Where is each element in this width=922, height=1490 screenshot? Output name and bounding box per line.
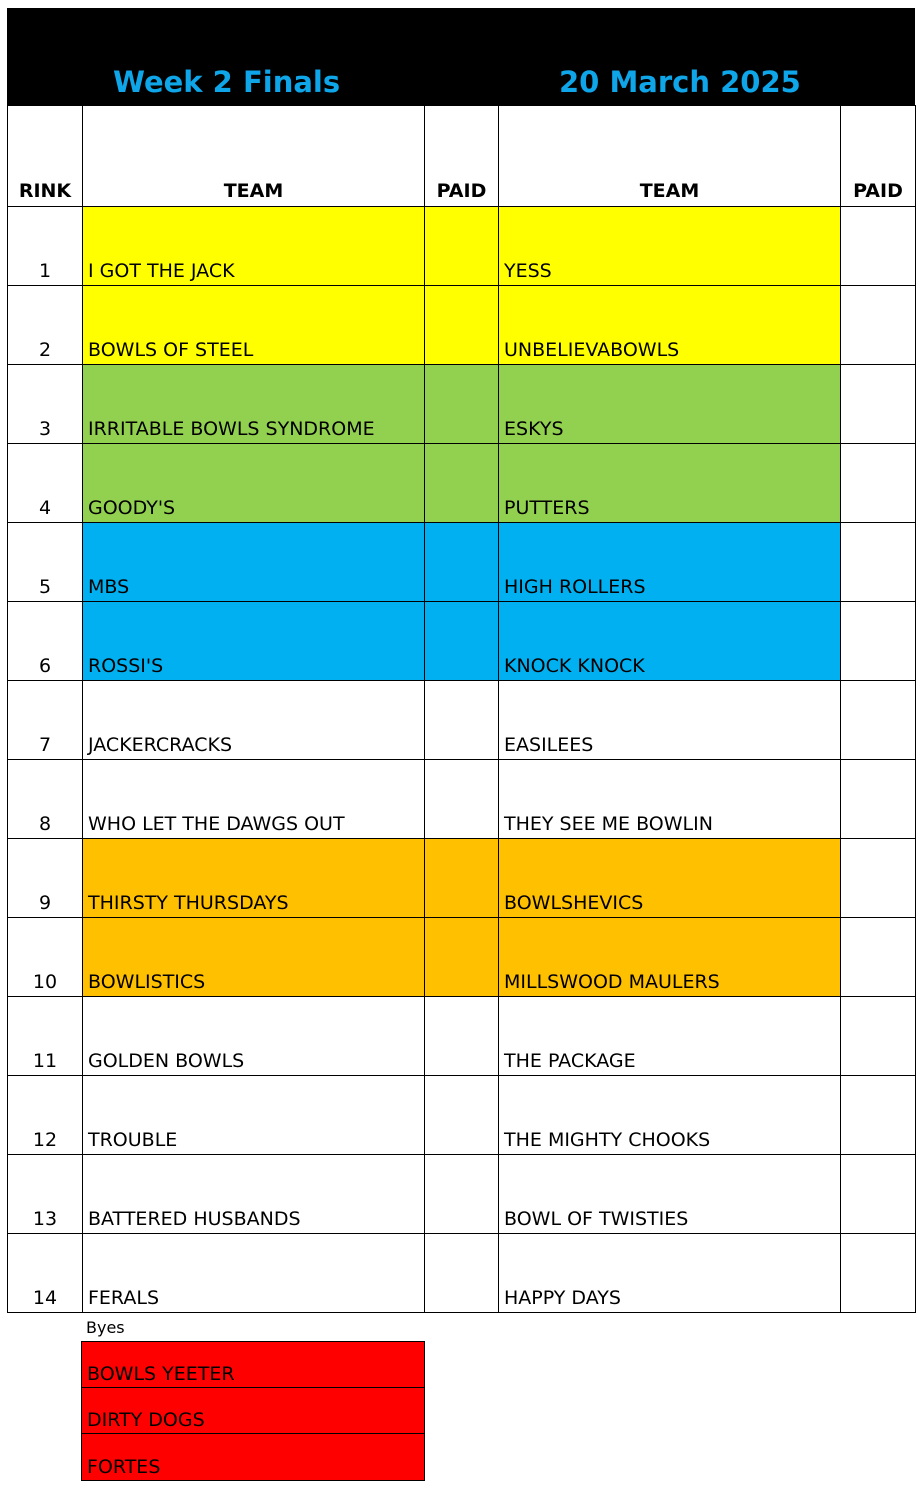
paid-2-cell bbox=[841, 1076, 916, 1155]
table-header-row bbox=[8, 106, 916, 207]
table-row bbox=[8, 760, 916, 839]
team-1-cell: BOWLS OF STEEL bbox=[83, 286, 425, 365]
team-2-cell: MILLSWOOD MAULERS bbox=[499, 918, 841, 997]
paid-1-cell bbox=[425, 444, 499, 523]
team-2-cell: BOWL OF TWISTIES bbox=[499, 1155, 841, 1234]
rink-number: 9 bbox=[8, 839, 83, 918]
table-row bbox=[8, 602, 916, 681]
rink-number: 10 bbox=[8, 918, 83, 997]
paid-2-cell bbox=[841, 839, 916, 918]
paid-1-cell bbox=[425, 918, 499, 997]
paid-1-cell bbox=[425, 365, 499, 444]
paid-1-cell bbox=[425, 207, 499, 286]
draw-table-body bbox=[8, 207, 916, 1313]
table-row bbox=[8, 1234, 916, 1313]
rink-number: 1 bbox=[8, 207, 83, 286]
team-1-cell: WHO LET THE DAWGS OUT bbox=[83, 760, 425, 839]
team-1-cell: TROUBLE bbox=[83, 1076, 425, 1155]
column-header-paid-2: PAID bbox=[841, 106, 916, 207]
event-title: Week 2 Finals bbox=[113, 65, 341, 99]
team-1-cell: FERALS bbox=[83, 1234, 425, 1313]
paid-2-cell bbox=[841, 444, 916, 523]
team-2-cell: HAPPY DAYS bbox=[499, 1234, 841, 1313]
paid-2-cell bbox=[841, 681, 916, 760]
paid-1-cell bbox=[425, 1076, 499, 1155]
team-1-cell: GOODY'S bbox=[83, 444, 425, 523]
team-1-cell: JACKERCRACKS bbox=[83, 681, 425, 760]
team-1-cell: GOLDEN BOWLS bbox=[83, 997, 425, 1076]
rink-number: 2 bbox=[8, 286, 83, 365]
team-2-cell: EASILEES bbox=[499, 681, 841, 760]
team-1-cell: BATTERED HUSBANDS bbox=[83, 1155, 425, 1234]
table-row bbox=[8, 207, 916, 286]
table-row bbox=[8, 523, 916, 602]
paid-1-cell bbox=[425, 523, 499, 602]
team-1-cell: I GOT THE JACK bbox=[83, 207, 425, 286]
team-1-cell: IRRITABLE BOWLS SYNDROME bbox=[83, 365, 425, 444]
rink-number: 14 bbox=[8, 1234, 83, 1313]
table-row bbox=[8, 839, 916, 918]
table-row bbox=[8, 365, 916, 444]
team-2-cell: YESS bbox=[499, 207, 841, 286]
paid-1-cell bbox=[425, 681, 499, 760]
rink-number: 12 bbox=[8, 1076, 83, 1155]
table-row bbox=[8, 286, 916, 365]
column-header-team-2: TEAM bbox=[499, 106, 841, 207]
byes-list bbox=[81, 1341, 425, 1481]
table-row bbox=[8, 918, 916, 997]
draw-table bbox=[7, 105, 916, 1313]
paid-2-cell bbox=[841, 286, 916, 365]
column-header-paid-1: PAID bbox=[425, 106, 499, 207]
byes-label: Byes bbox=[86, 1318, 125, 1337]
rink-number: 3 bbox=[8, 365, 83, 444]
table-row bbox=[8, 1155, 916, 1234]
paid-2-cell bbox=[841, 207, 916, 286]
rink-number: 7 bbox=[8, 681, 83, 760]
team-1-cell: BOWLISTICS bbox=[83, 918, 425, 997]
table-row bbox=[8, 997, 916, 1076]
bye-team: DIRTY DOGS bbox=[81, 1388, 425, 1435]
event-date: 20 March 2025 bbox=[559, 65, 801, 99]
team-2-cell: HIGH ROLLERS bbox=[499, 523, 841, 602]
team-1-cell: MBS bbox=[83, 523, 425, 602]
rink-number: 8 bbox=[8, 760, 83, 839]
paid-2-cell bbox=[841, 997, 916, 1076]
header-banner bbox=[7, 8, 915, 105]
table-row bbox=[8, 444, 916, 523]
team-2-cell: THE PACKAGE bbox=[499, 997, 841, 1076]
team-1-cell: ROSSI'S bbox=[83, 602, 425, 681]
team-2-cell: BOWLSHEVICS bbox=[499, 839, 841, 918]
paid-2-cell bbox=[841, 760, 916, 839]
paid-2-cell bbox=[841, 918, 916, 997]
team-2-cell: PUTTERS bbox=[499, 444, 841, 523]
bye-team: BOWLS YEETER bbox=[81, 1341, 425, 1388]
team-2-cell: ESKYS bbox=[499, 365, 841, 444]
rink-number: 11 bbox=[8, 997, 83, 1076]
rink-number: 13 bbox=[8, 1155, 83, 1234]
table-row bbox=[8, 1076, 916, 1155]
paid-1-cell bbox=[425, 602, 499, 681]
team-2-cell: THEY SEE ME BOWLIN bbox=[499, 760, 841, 839]
bye-team: FORTES bbox=[81, 1434, 425, 1481]
column-header-rink: RINK bbox=[8, 106, 83, 207]
rink-number: 5 bbox=[8, 523, 83, 602]
table-row bbox=[8, 681, 916, 760]
paid-1-cell bbox=[425, 760, 499, 839]
paid-2-cell bbox=[841, 602, 916, 681]
paid-1-cell bbox=[425, 1234, 499, 1313]
team-2-cell: KNOCK KNOCK bbox=[499, 602, 841, 681]
paid-2-cell bbox=[841, 365, 916, 444]
paid-1-cell bbox=[425, 286, 499, 365]
column-header-team-1: TEAM bbox=[83, 106, 425, 207]
paid-1-cell bbox=[425, 997, 499, 1076]
team-2-cell: UNBELIEVABOWLS bbox=[499, 286, 841, 365]
paid-1-cell bbox=[425, 839, 499, 918]
paid-2-cell bbox=[841, 1234, 916, 1313]
paid-2-cell bbox=[841, 523, 916, 602]
paid-1-cell bbox=[425, 1155, 499, 1234]
paid-2-cell bbox=[841, 1155, 916, 1234]
team-2-cell: THE MIGHTY CHOOKS bbox=[499, 1076, 841, 1155]
rink-number: 6 bbox=[8, 602, 83, 681]
rink-number: 4 bbox=[8, 444, 83, 523]
team-1-cell: THIRSTY THURSDAYS bbox=[83, 839, 425, 918]
